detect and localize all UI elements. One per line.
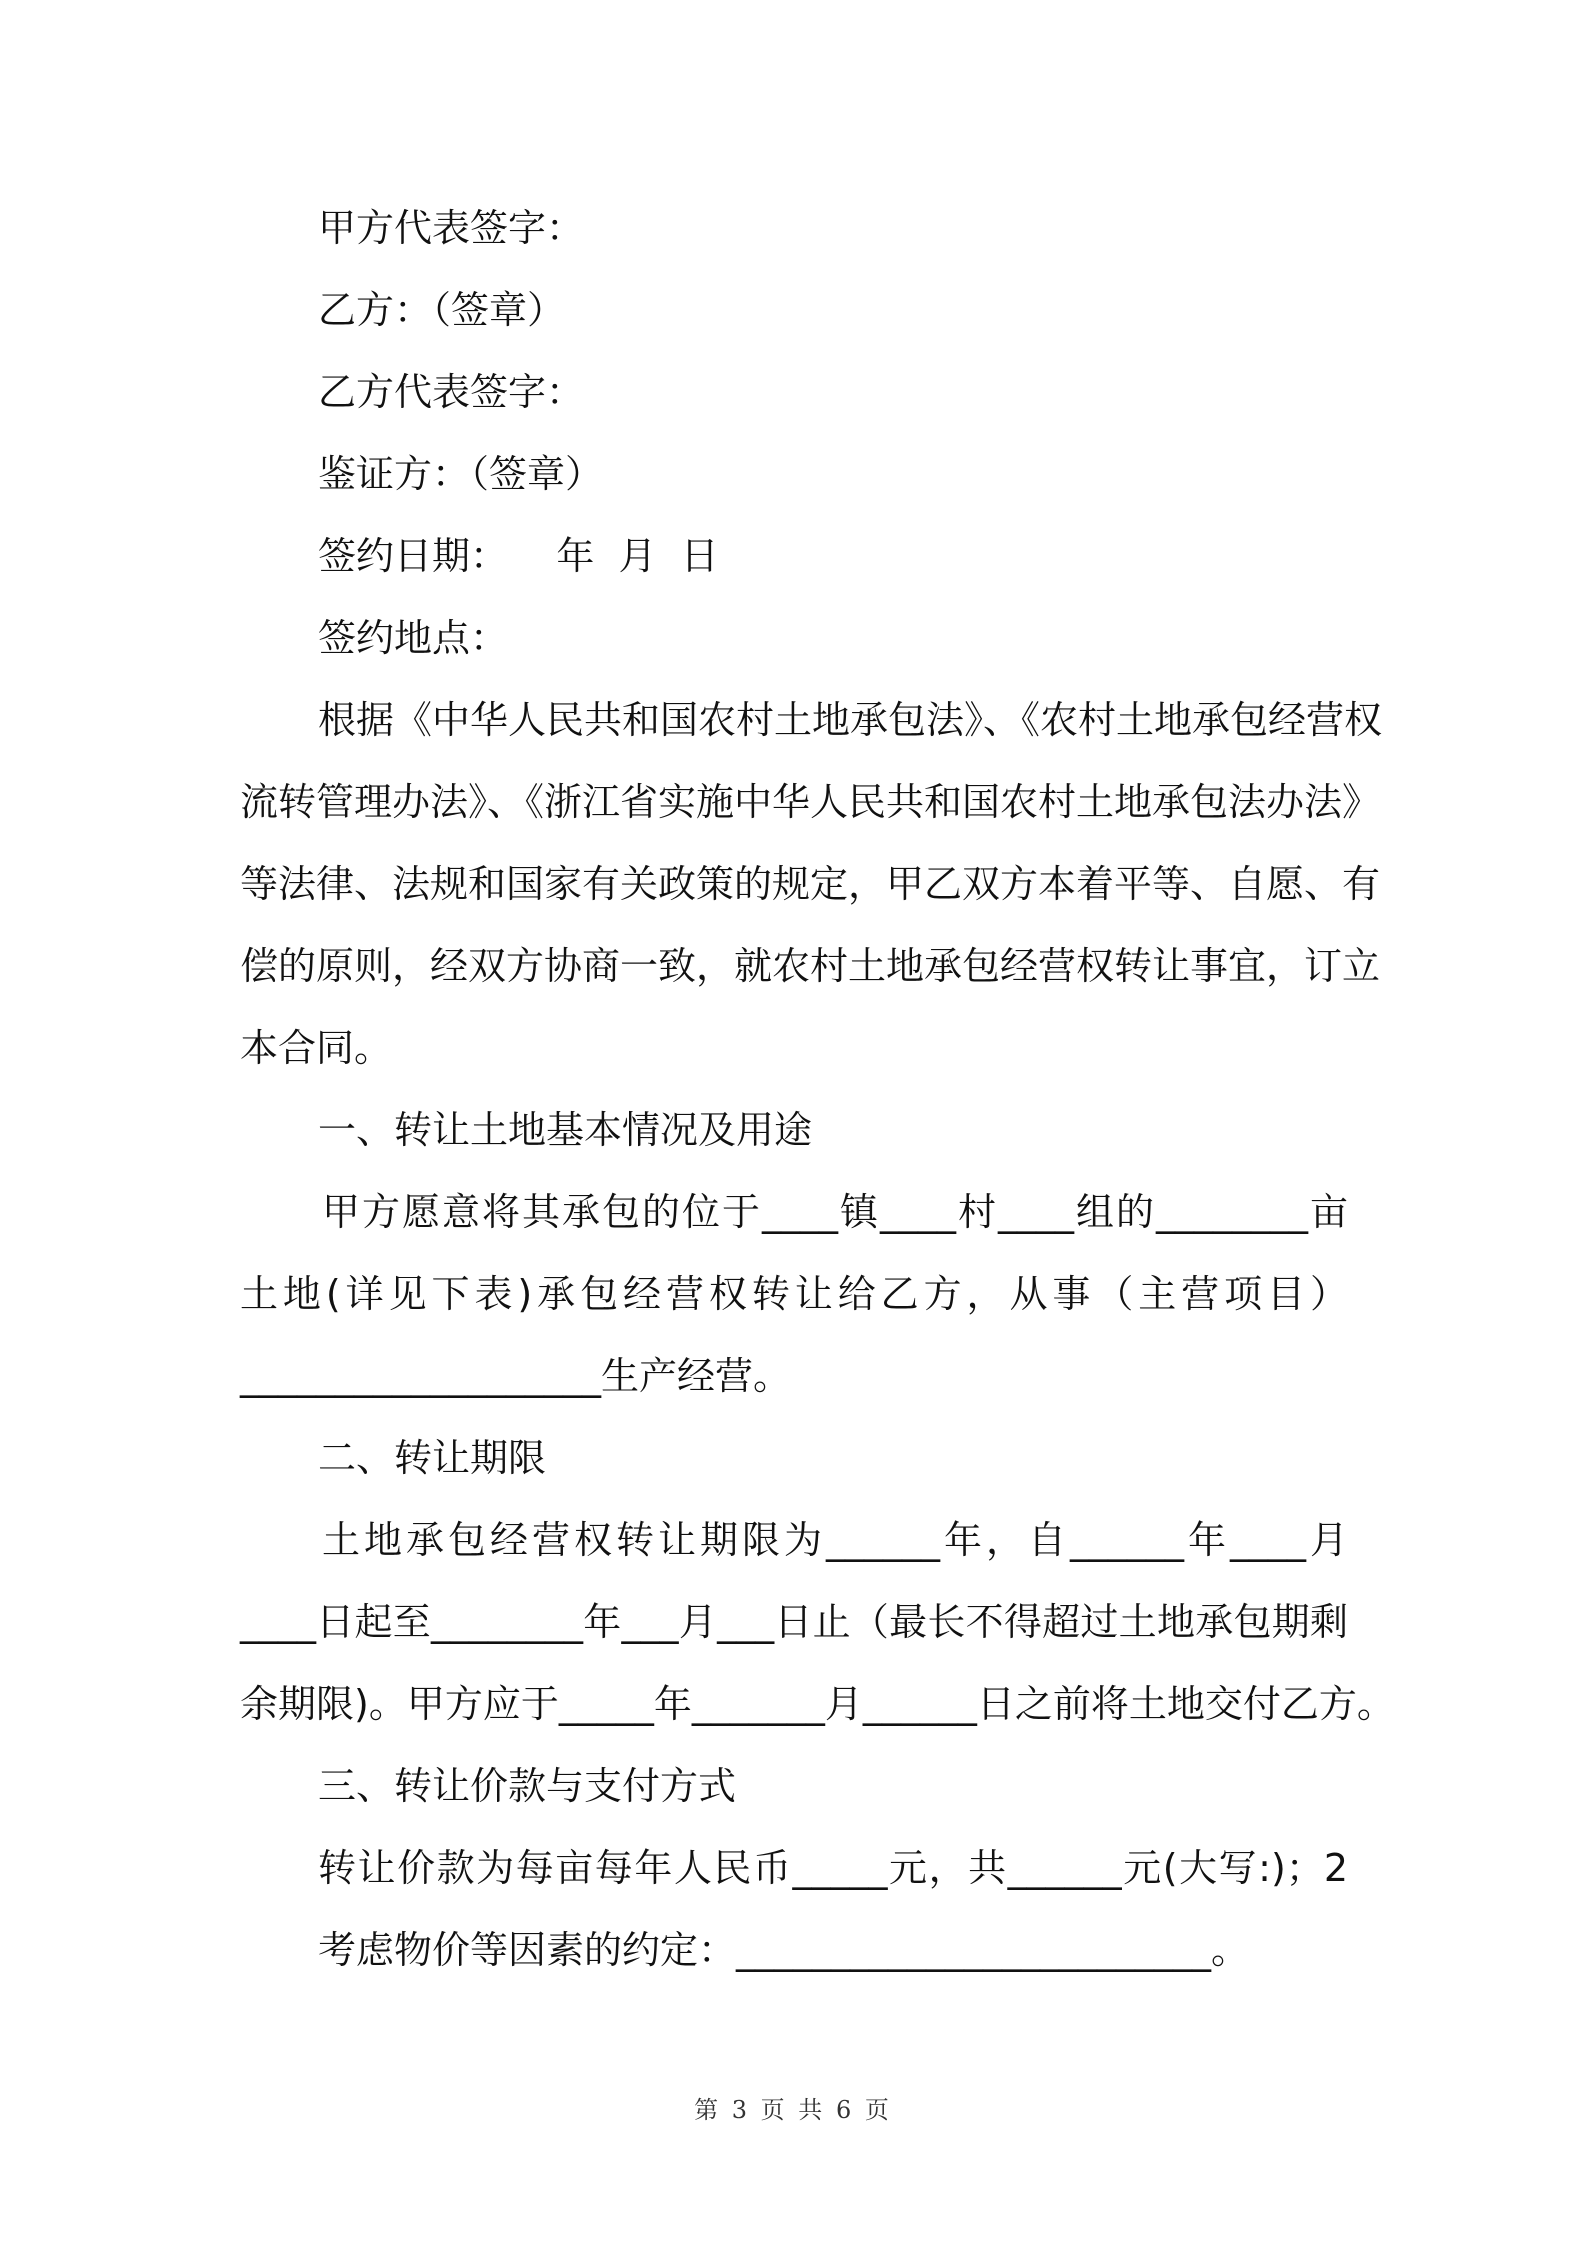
party-b-rep-signature: 乙方代表签字： bbox=[318, 370, 585, 414]
signing-place: 签约地点： bbox=[318, 616, 509, 660]
preamble-line: 等法律、法规和国家有关政策的规定，甲乙双方本着平等、自愿、有 bbox=[240, 862, 1381, 906]
preamble-line: 偿的原则，经双方协商一致，就农村土地承包经营权转让事宜，订立 bbox=[240, 944, 1381, 988]
section1-line: 土地(详见下表)承包经营权转让给乙方，从事（主营项目） bbox=[240, 1272, 1348, 1316]
section3-line: 考虑物价等因素的约定：_________________________。 bbox=[318, 1928, 1250, 1972]
section-heading: 二、转让期限 bbox=[318, 1436, 547, 1480]
preamble-line: 根据《中华人民共和国农村土地承包法》、《农村土地承包经营权 bbox=[318, 698, 1383, 742]
signing-date: 签约日期： 年 月 日 bbox=[318, 534, 719, 578]
section1-line: ___________________生产经营。 bbox=[240, 1354, 792, 1398]
preamble-line: 流转管理办法》、《浙江省实施中华人民共和国农村土地承包法办法》 bbox=[240, 780, 1381, 824]
section-heading: 一、转让土地基本情况及用途 bbox=[318, 1108, 813, 1152]
party-a-rep-signature: 甲方代表签字： bbox=[318, 206, 585, 250]
section2-line: ____日起至________年___月___日止（最长不得超过土地承包期剩 bbox=[240, 1600, 1348, 1644]
party-b-seal: 乙方：（签章） bbox=[318, 288, 566, 332]
section2-line: 余期限)。甲方应于_____年_______月______日之前将土地交付乙方。 bbox=[240, 1682, 1395, 1726]
witness-seal: 鉴证方：（签章） bbox=[318, 452, 604, 496]
section2-line: 土地承包经营权转让期限为______年，自______年____月 bbox=[322, 1518, 1348, 1562]
section3-line: 转让价款为每亩每年人民币_____元，共______元(大写:)；2 bbox=[318, 1846, 1348, 1890]
preamble-line: 本合同。 bbox=[240, 1026, 393, 1070]
section-heading: 三、转让价款与支付方式 bbox=[318, 1764, 737, 1808]
page-footer: 第 3 页 共 6 页 bbox=[694, 2096, 892, 2124]
section1-line: 甲方愿意将其承包的位于____镇____村____组的________亩 bbox=[322, 1190, 1348, 1234]
